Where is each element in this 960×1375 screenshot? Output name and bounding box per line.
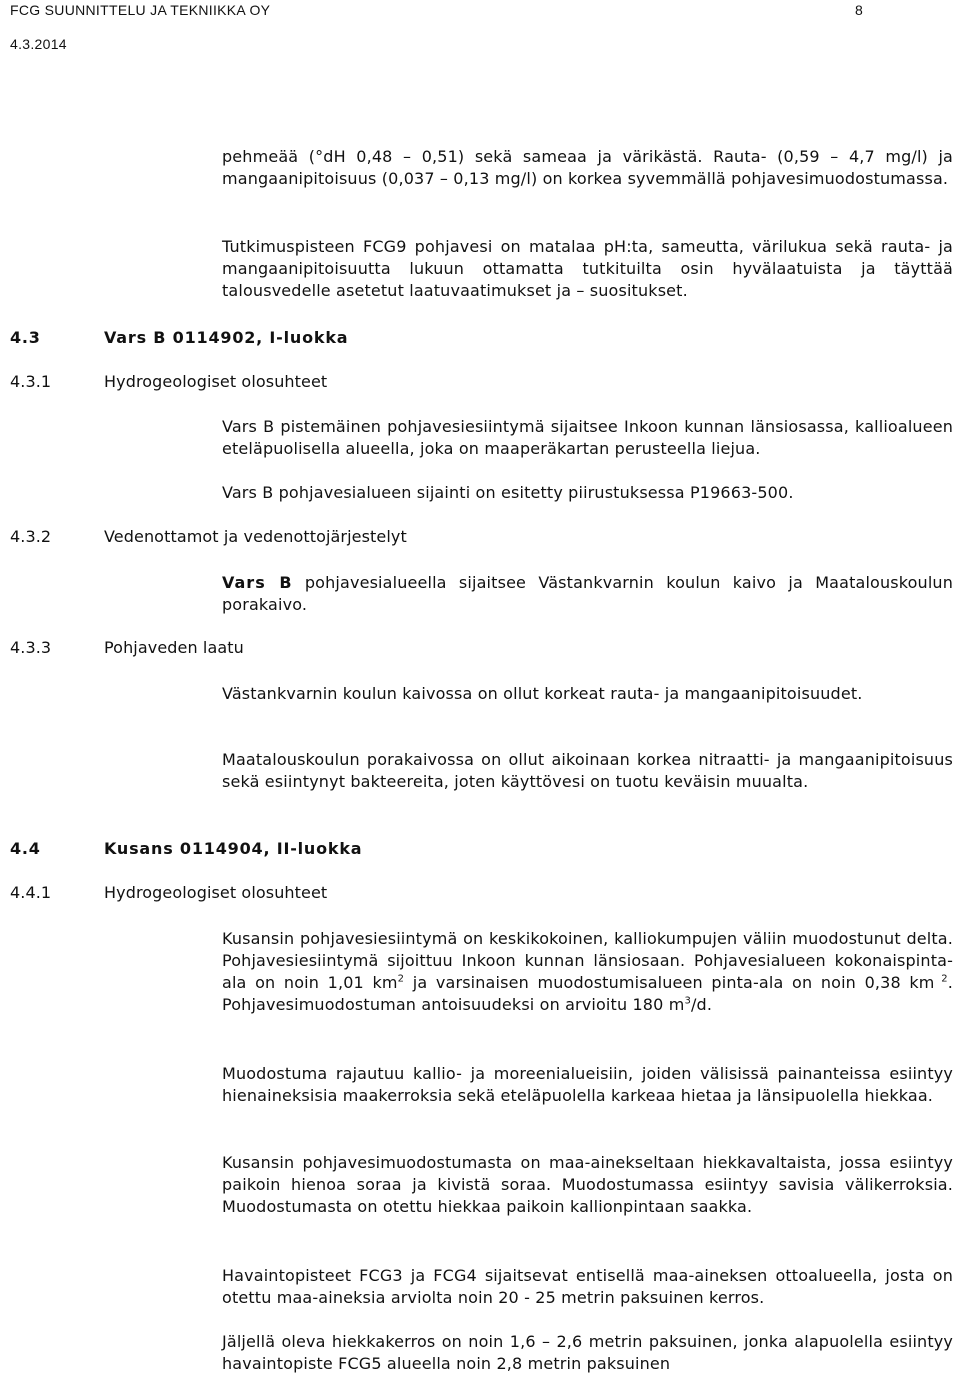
subsection-heading-4-4-1 [10, 883, 327, 902]
document-date: 4.3.2014 [10, 36, 67, 52]
inline-text: ja varsinaisen muodostumisalueen pinta-ala on noin 0,38 km [404, 973, 935, 992]
inline-text: pohjavesialueella sijaitsee Västankvarnin koulun kaivo ja Maatalouskoulun porakaivo. [222, 573, 954, 614]
section-heading-4-3 [10, 328, 348, 347]
subsection-title: Pohjaveden laatu [104, 638, 244, 657]
paragraph-vars-b-description: Vars B pistemäinen pohjavesiesiintymä sijaitsee Inkoon kunnan länsiosassa, kallioalueen eteläpuolisella alueella, joka on maaperäkartan perusteella liejua. [222, 417, 953, 458]
subsection-number: 4.3.3 [10, 638, 52, 657]
section-heading-4-4 [10, 839, 362, 858]
paragraph-maatalouskoulu-well: Maatalouskoulun porakaivossa on ollut aikoinaan korkea nitraatti- ja mangaanipitoisuus sekä esiintynyt bakteereita, joten käyttövesi on tuotu keväisin muualta. [222, 750, 953, 791]
subsection-heading-4-3-3 [10, 638, 244, 657]
inline-text: /d. [690, 995, 713, 1014]
paragraph-vars-b-location: Vars B pohjavesialueen sijainti on esitetty piirustuksessa P19663-500. [222, 483, 794, 502]
subsection-title: Hydrogeologiset olosuhteet [104, 372, 328, 391]
section-number: 4.4 [10, 839, 41, 858]
superscript: 2 [934, 973, 948, 985]
section-title: Vars B 0114902, I-luokka [104, 328, 349, 347]
paragraph-vars-b-wells [222, 572, 953, 616]
inline-text: Kusansin pohjavesiesiintymä on keskikokoinen, kalliokumpujen väliin muodostunut delta. Pohjavesiesiintymä sijoittuu Inkoon kunnan länsiosaan. Pohjavesialueen kokonaispinta-ala on noin 1,01 km [222, 929, 953, 992]
paragraph-observation-points: Havaintopisteet FCG3 ja FCG4 sijaitsevat entisellä maa-aineksen ottoalueella, josta on otettu maa-aineksia arviolta noin 20 - 25 metrin paksuinen kerros. [222, 1266, 953, 1307]
inline-text: . Pohjavesimuodostuman antoisuudeksi on arvioitu 180 m [222, 973, 954, 1014]
subsection-title: Vedenottamot ja vedenottojärjestelyt [104, 527, 407, 546]
subsection-heading-4-3-1 [10, 372, 327, 391]
paragraph-kusans-material: Kusansin pohjavesimuodostumasta on maa-ainekseltaan hiekkavaltaista, jossa esiintyy paikoin hienoa soraa ja kivistä soraa. Muodostumassa esiintyy savisia välikerroksia. Muodostumasta on otettu hiekkaa paikoin kallionpintaan saakka. [222, 1153, 953, 1216]
section-title: Kusans 0114904, II-luokka [104, 839, 363, 858]
section-number: 4.3 [10, 328, 41, 347]
superscript: 2 [397, 973, 405, 985]
page-number: 8 [855, 2, 864, 18]
subsection-number: 4.4.1 [10, 883, 52, 902]
paragraph-water-quality-cont: pehmeää (°dH 0,48 – 0,51) sekä sameaa ja värikästä. Rauta- (0,59 – 4,7 mg/l) ja mangaanipitoisuus (0,037 – 0,13 mg/l) on korkea syvemmällä pohjavesimuodostumassa. [222, 147, 953, 188]
inline-bold-area-name: Vars B [222, 573, 293, 592]
subsection-number: 4.3.1 [10, 372, 52, 391]
subsection-heading-4-3-2 [10, 527, 407, 546]
superscript: 3 [684, 995, 691, 1007]
paragraph-kusans-boundaries: Muodostuma rajautuu kallio- ja moreenialueisiin, joiden välisissä painanteissa esiintyy hienaineksisia maakerroksia sekä eteläpuolella karkeaa hietaa ja länsipuolella hiekkaa. [222, 1064, 953, 1105]
subsection-number: 4.3.2 [10, 527, 52, 546]
paragraph-fcg9-summary: Tutkimuspisteen FCG9 pohjavesi on matalaa pH:ta, sameutta, värilukua sekä rauta- ja mangaanipitoisuutta lukuun ottamatta tutkituilta osin hyvälaatuista ja täyttää talousvedelle asetetut laatuvaatimukset ja – suositukset. [222, 237, 953, 300]
paragraph-remaining-sand: Jäljellä oleva hiekkakerros on noin 1,6 – 2,6 metrin paksuinen, jonka alapuolella esiintyy havaintopiste FCG5 alueella noin 2,8 metrin paksuinen [222, 1332, 953, 1373]
paragraph-vastankvarn-well: Västankvarnin koulun kaivossa on ollut korkeat rauta- ja mangaanipitoisuudet. [222, 684, 863, 703]
paragraph-kusans-description [222, 928, 953, 1016]
company-name: FCG SUUNNITTELU JA TEKNIIKKA OY [10, 2, 271, 18]
subsection-title: Hydrogeologiset olosuhteet [104, 883, 328, 902]
